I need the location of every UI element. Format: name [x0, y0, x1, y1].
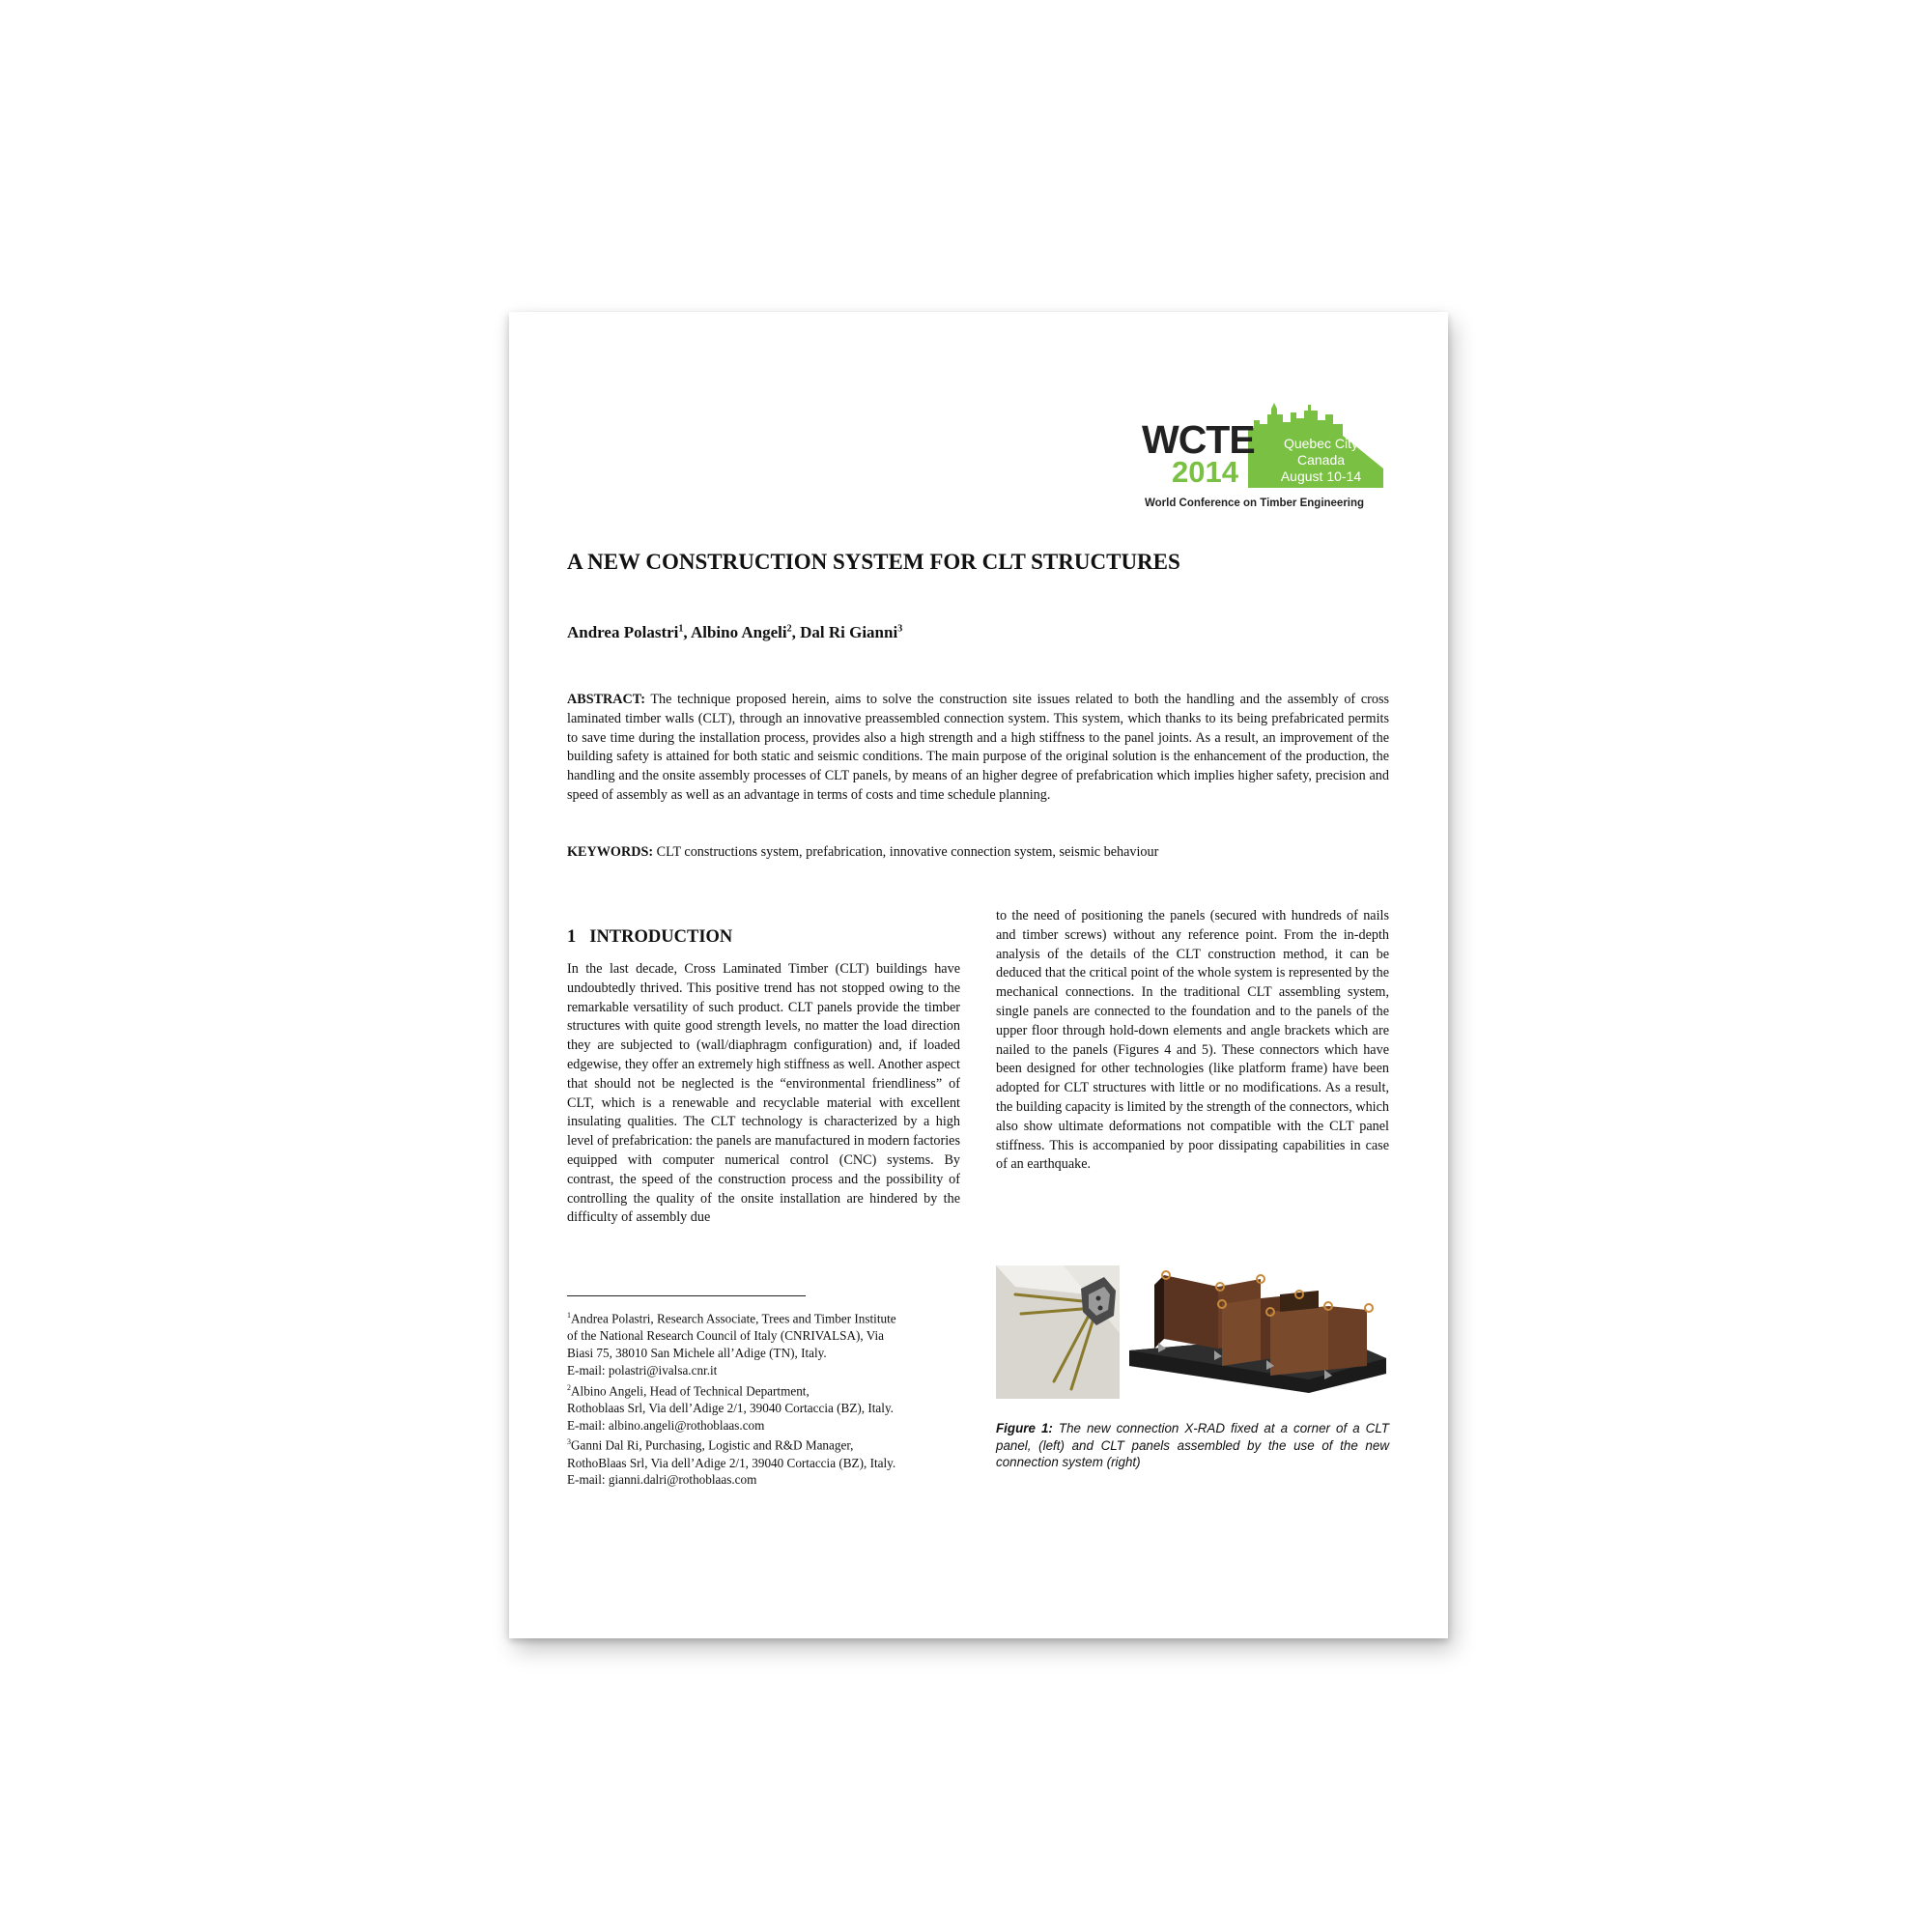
- footnote-email: E-mail: polastri@ivalsa.cnr.it: [567, 1362, 718, 1378]
- author-separator: ,: [791, 623, 801, 641]
- logo-place-country: Canada: [1296, 452, 1346, 468]
- logo-place: [1256, 436, 1386, 485]
- section-heading: [567, 927, 732, 948]
- footnote-line: Biasi 75, 38010 San Michele all’Adige (TN), Italy.: [567, 1345, 827, 1360]
- logo-caption: World Conference on Timber Engineering: [1145, 497, 1365, 509]
- figure-1-left-connector-render: [996, 1265, 1120, 1399]
- footnote-line: Albino Angeli, Head of Technical Department,: [571, 1382, 810, 1398]
- footnote-line: Andrea Polastri, Research Associate, Trees and Timber Institute: [571, 1311, 896, 1326]
- author-name: Dal Ri Gianni: [800, 623, 898, 641]
- footnotes: [567, 1307, 973, 1489]
- figure-1-right-panels-render: [1125, 1265, 1389, 1399]
- logo-place-city: Quebec City: [1283, 436, 1359, 451]
- author-separator: ,: [683, 623, 691, 641]
- figure-1-label: Figure 1:: [996, 1421, 1053, 1435]
- intro-paragraph-left: In the last decade, Cross Laminated Timber (CLT) buildings have undoubtedly thrived. This positive trend has not stopped owing to the remarkable versatility of such product. CLT panels provide the timber structures with quite good strength levels, no matter the load direction they are subjected to (wall/diaphragm configuration) and, if loaded edgewise, they offer an extremely high stiffness as well. Another aspect that should not be neglected is the “environmental friendliness” of CLT, which is a renewable and recyclable material with excellent insulating qualities. The CLT technology is characterized by a high level of prefabrication: the panels are manufactured in modern factories equipped with computer numerical control (CNC) systems. By contrast, the speed of the construction process and the possibility of controlling the quality of the onsite installation are hindered by the difficulty of assembly due: [567, 961, 960, 1226]
- author-name: Andrea Polastri: [567, 623, 679, 641]
- footnote-email: E-mail: albino.angeli@rothoblaas.com: [567, 1417, 765, 1433]
- keywords: [567, 843, 1398, 863]
- abstract-text: The technique proposed herein, aims to solve the construction site issues related to both the handling and the assembly of cross laminated timber walls (CLT), through an innovative preassembled connection system. This system, which thanks to its being prefabricated permits to save time during the installation process, provides also a high strength and a high stiffness to the panel joints. As a result, an improvement of the building safety is attained for both static and seismic conditions. The main purpose of the original solution is the enhancement of the production, the handling and the onsite assembly processes of CLT panels, by means of an higher degree of prefabrication which implies higher safety, precision and speed of assembly as well as an advantage in terms of costs and time schedule planning.: [567, 692, 1389, 803]
- author-affiliation-marker: 1: [678, 623, 684, 635]
- author-list: [567, 623, 1398, 642]
- author-affiliation-marker: 2: [786, 623, 792, 635]
- footnote-line: RothoBlaas Srl, Via dell’Adige 2/1, 39040 Cortaccia (BZ), Italy.: [567, 1455, 896, 1470]
- paper-title: A NEW CONSTRUCTION SYSTEM FOR CLT STRUCTURES: [567, 550, 1180, 574]
- author-affiliation-marker: 3: [897, 623, 903, 635]
- intro-paragraph-right: to the need of positioning the panels (secured with hundreds of nails and timber screws) without any reference point. From the in-depth analysis of the details of the CLT construction method, it can be deduced that the critical point of the whole system is represented by the mechanical connections. In the traditional CLT assembling system, single panels are connected to the foundation and to the panels of the upper floor through hold-down elements and angle brackets which are nailed to the panels (Figures 4 and 5). These connectors which have been designed for other technologies (like platform frame) have been adopted for CLT structures with little or no modifications. As a result, the building capacity is limited by the strength of the connectors, which also show ultimate deformations not compatible with the CLT panel stiffness. This is accompanied by poor dissipating capabilities in case of an earthquake.: [996, 908, 1389, 1173]
- footnote-3: [567, 1434, 973, 1489]
- abstract-label: ABSTRACT:: [567, 692, 645, 707]
- figure-1-caption: [996, 1420, 1389, 1471]
- footnote-1: [567, 1307, 973, 1379]
- logo-year: 2014: [1172, 455, 1238, 489]
- footnote-divider: [567, 1295, 806, 1296]
- logo-place-dates: August 10-14: [1280, 469, 1362, 484]
- footnote-marker: 1: [567, 1311, 571, 1320]
- section-number: 1: [567, 927, 577, 947]
- paper-page: [509, 312, 1448, 1638]
- footnote-line: Ganni Dal Ri, Purchasing, Logistic and R&D Manager,: [571, 1437, 854, 1453]
- section-title: INTRODUCTION: [589, 927, 733, 947]
- footnote-line: Rothoblaas Srl, Via dell’Adige 2/1, 39040 Cortaccia (BZ), Italy.: [567, 1400, 894, 1415]
- logo-acronym: WCTE: [1142, 417, 1255, 462]
- figure-1: [996, 1265, 1389, 1399]
- keywords-label: KEYWORDS:: [567, 844, 654, 860]
- footnote-line: of the National Research Council of Italy (CNRIVALSA), Via: [567, 1328, 884, 1344]
- footnote-2: [567, 1379, 973, 1435]
- abstract: [567, 691, 1389, 806]
- author-name: Albino Angeli: [690, 623, 787, 641]
- footnote-marker: 2: [567, 1382, 571, 1392]
- conference-logo: [1142, 401, 1393, 522]
- footnote-email: E-mail: gianni.dalri@rothoblaas.com: [567, 1472, 757, 1488]
- figure-1-caption-text: The new connection X-RAD fixed at a corner of a CLT panel, (left) and CLT panels assembled by the use of the new connection system (right): [996, 1421, 1389, 1469]
- keywords-text: CLT constructions system, prefabrication, innovative connection system, seismic behaviour: [656, 844, 1159, 860]
- footnote-marker: 3: [567, 1437, 571, 1447]
